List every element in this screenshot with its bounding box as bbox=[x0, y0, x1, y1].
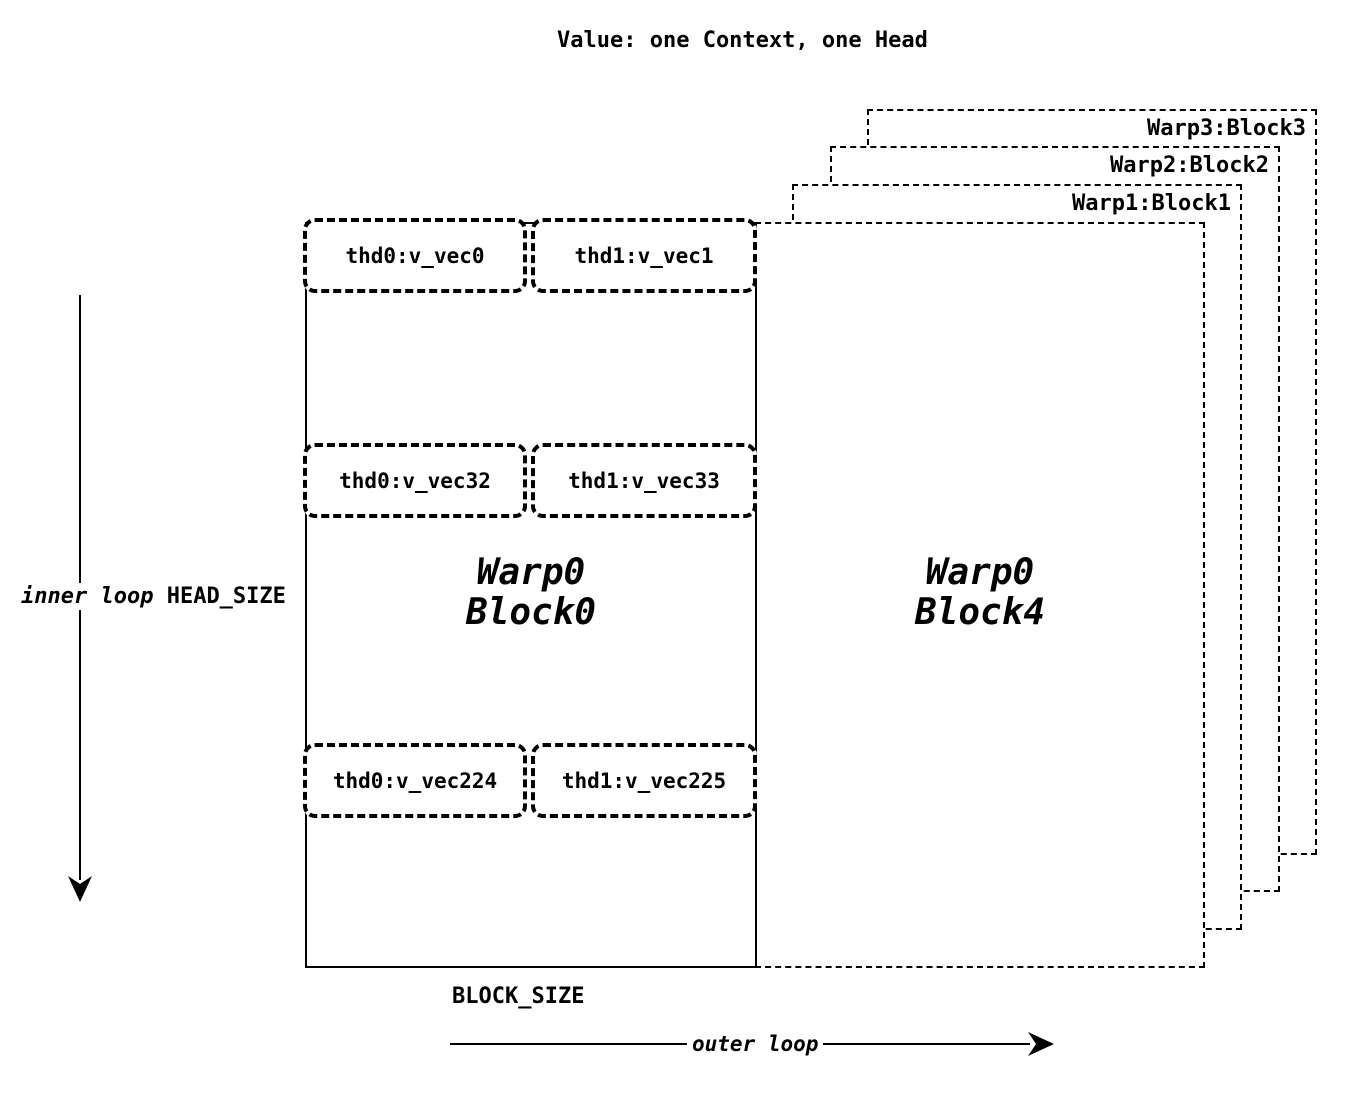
diagram-title: Value: one Context, one Head bbox=[557, 28, 928, 53]
vec-box-thd1-v_vec33: thd1:v_vec33 bbox=[531, 443, 757, 518]
block-size-label: BLOCK_SIZE bbox=[452, 984, 585, 1009]
inner-loop-axis-label bbox=[16, 583, 291, 610]
warp1-block1-label: Warp1:Block1 bbox=[1072, 191, 1231, 216]
warp0-block0-label-line1: Warp0 bbox=[476, 552, 586, 593]
warp3-block3-label: Warp3:Block3 bbox=[1147, 116, 1306, 141]
warp0-block4-label-line1: Warp0 bbox=[925, 552, 1035, 593]
warp0-block4-label-line2: Block4 bbox=[914, 592, 1046, 633]
inner-loop-text: inner loop bbox=[21, 584, 154, 609]
warp0-block0-label bbox=[305, 553, 757, 633]
right-arrowhead-icon bbox=[1028, 1032, 1054, 1056]
vec-box-thd0-v_vec32: thd0:v_vec32 bbox=[303, 443, 527, 518]
vec-box-thd1-v_vec225: thd1:v_vec225 bbox=[531, 743, 757, 818]
down-arrowhead-icon bbox=[68, 876, 92, 902]
warp0-block4-label bbox=[755, 553, 1205, 633]
warp2-block2-label: Warp2:Block2 bbox=[1110, 153, 1269, 178]
outer-loop-axis-label: outer loop bbox=[687, 1031, 823, 1057]
vec-box-thd0-v_vec0: thd0:v_vec0 bbox=[303, 218, 527, 293]
head-size-text: HEAD_SIZE bbox=[166, 584, 286, 609]
warp0-block0-label-line2: Block0 bbox=[465, 592, 597, 633]
vec-box-thd0-v_vec224: thd0:v_vec224 bbox=[303, 743, 527, 818]
vec-box-thd1-v_vec1: thd1:v_vec1 bbox=[531, 218, 757, 293]
